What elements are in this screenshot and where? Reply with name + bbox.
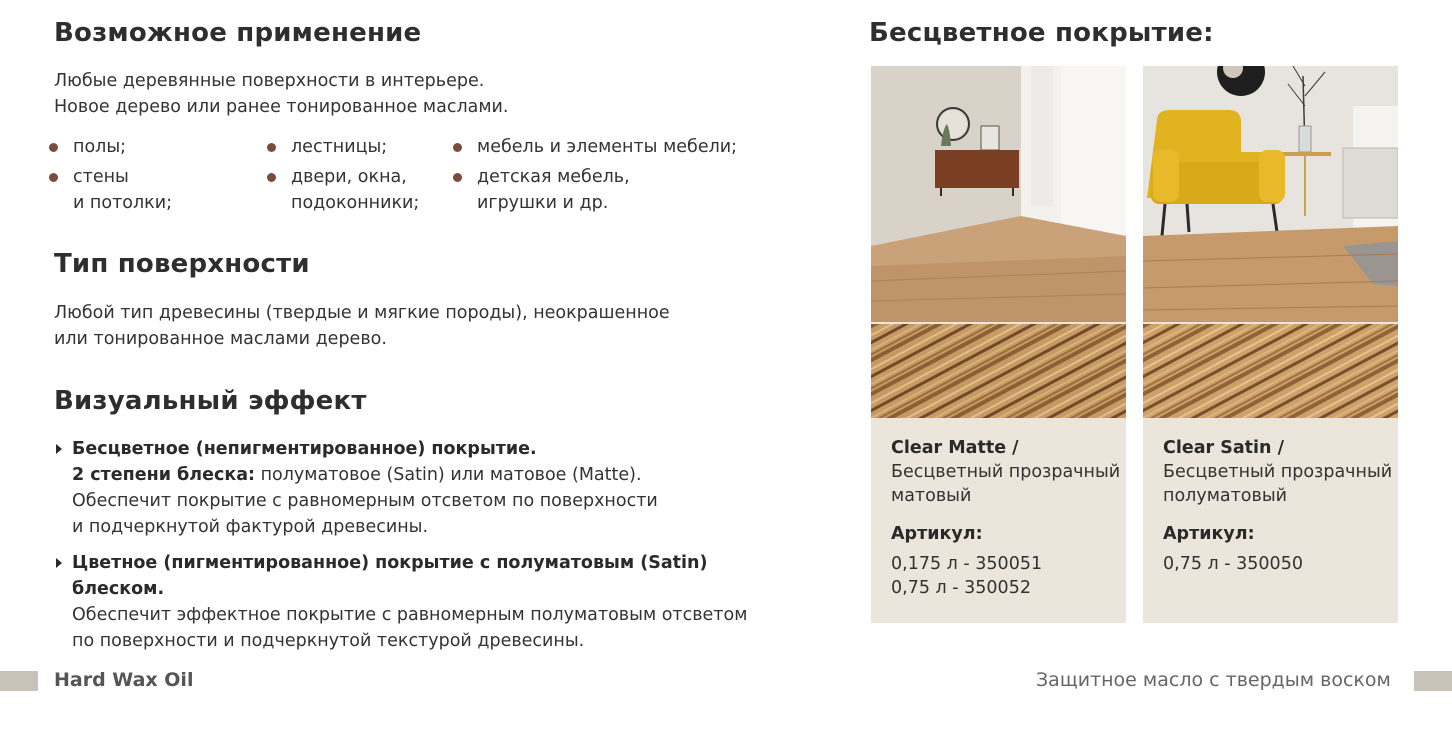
product-name: Clear Satin / bbox=[1163, 438, 1284, 458]
effect-1-gloss: 2 степени блеска: полуматовое (Satin) или матовое (Matte). bbox=[72, 465, 642, 485]
article-codes bbox=[1163, 552, 1393, 576]
triangle-bullet-icon bbox=[56, 444, 62, 454]
footer-accent-bar-right bbox=[1414, 671, 1452, 691]
list-item: стены и потолки; bbox=[49, 164, 259, 216]
bullet-dot-icon bbox=[49, 143, 58, 152]
effect-2-heading: Цветное (пигментированное) покрытие с полуматовым (Satin) блеском. bbox=[72, 553, 708, 599]
wood-texture-swatch bbox=[1143, 324, 1398, 418]
surface-line-2: или тонированное маслами дерево. bbox=[54, 329, 387, 349]
card-info bbox=[1163, 436, 1393, 576]
product-desc-2: полуматовый bbox=[1163, 486, 1288, 506]
interior-photo-armchair bbox=[1143, 66, 1398, 322]
card-info bbox=[891, 436, 1121, 600]
bullet-dot-icon bbox=[267, 143, 276, 152]
usage-list-col-1 bbox=[49, 134, 259, 220]
article-label: Артикул: bbox=[1163, 524, 1255, 544]
effect-1-heading: Бесцветное (непигментированное) покрытие. bbox=[72, 439, 537, 459]
usage-list-col-2 bbox=[267, 134, 452, 220]
surface-line-1: Любой тип древесины (твердые и мягкие породы), неокрашенное bbox=[54, 303, 670, 323]
bullet-dot-icon bbox=[49, 173, 58, 182]
product-desc-1: Бесцветный прозрачный bbox=[891, 462, 1121, 482]
usage-line-1: Любые деревянные поверхности в интерьере. bbox=[54, 71, 485, 91]
bullet-dot-icon bbox=[267, 173, 276, 182]
article-label: Артикул: bbox=[891, 524, 983, 544]
bullet-dot-icon bbox=[453, 143, 462, 152]
effect-item-colored bbox=[54, 550, 754, 654]
footer-product-description: Защитное масло с твердым воском bbox=[1036, 669, 1391, 691]
colorless-title: Бесцветное покрытие: bbox=[869, 18, 1214, 48]
article-code: 0,75 л - 350050 bbox=[1163, 554, 1303, 574]
effect-2-line-2: Обеспечит эффектное покрытие с равномерным полуматовым отсветом bbox=[72, 605, 748, 625]
list-item: мебель и элементы мебели; bbox=[453, 134, 763, 160]
list-item: лестницы; bbox=[267, 134, 452, 160]
footer-product-name: Hard Wax Oil bbox=[54, 669, 194, 691]
article-code: 0,75 л - 350052 bbox=[891, 578, 1031, 598]
effect-1-line-4: и подчеркнутой фактурой древесины. bbox=[72, 517, 429, 537]
effect-item-colorless bbox=[54, 436, 754, 540]
product-desc-1: Бесцветный прозрачный bbox=[1163, 462, 1393, 482]
effect-1-line-3: Обеспечит покрытие с равномерным отсветом по поверхности bbox=[72, 491, 658, 511]
surface-title: Тип поверхности bbox=[54, 249, 310, 279]
list-item: детская мебель, игрушки и др. bbox=[453, 164, 763, 216]
usage-title: Возможное применение bbox=[54, 18, 422, 48]
usage-text bbox=[54, 68, 509, 120]
product-name: Clear Matte / bbox=[891, 438, 1019, 458]
usage-list-col-3 bbox=[453, 134, 763, 220]
product-card-clear-satin bbox=[1143, 66, 1398, 623]
footer-accent-bar-left bbox=[0, 671, 38, 691]
effect-2-line-3: по поверхности и подчеркнутой текстурой древесины. bbox=[72, 631, 585, 651]
product-card-clear-matte bbox=[871, 66, 1126, 623]
article-code: 0,175 л - 350051 bbox=[891, 554, 1043, 574]
bullet-dot-icon bbox=[453, 173, 462, 182]
wood-texture-swatch bbox=[871, 324, 1126, 418]
surface-text bbox=[54, 300, 670, 352]
interior-photo-hallway bbox=[871, 66, 1126, 322]
usage-line-2: Новое дерево или ранее тонированное маслами. bbox=[54, 97, 509, 117]
product-desc-2: матовый bbox=[891, 486, 972, 506]
triangle-bullet-icon bbox=[56, 558, 62, 568]
article-codes bbox=[891, 552, 1121, 600]
visual-title: Визуальный эффект bbox=[54, 386, 367, 416]
list-item: двери, окна, подоконники; bbox=[267, 164, 452, 216]
list-item: полы; bbox=[49, 134, 259, 160]
